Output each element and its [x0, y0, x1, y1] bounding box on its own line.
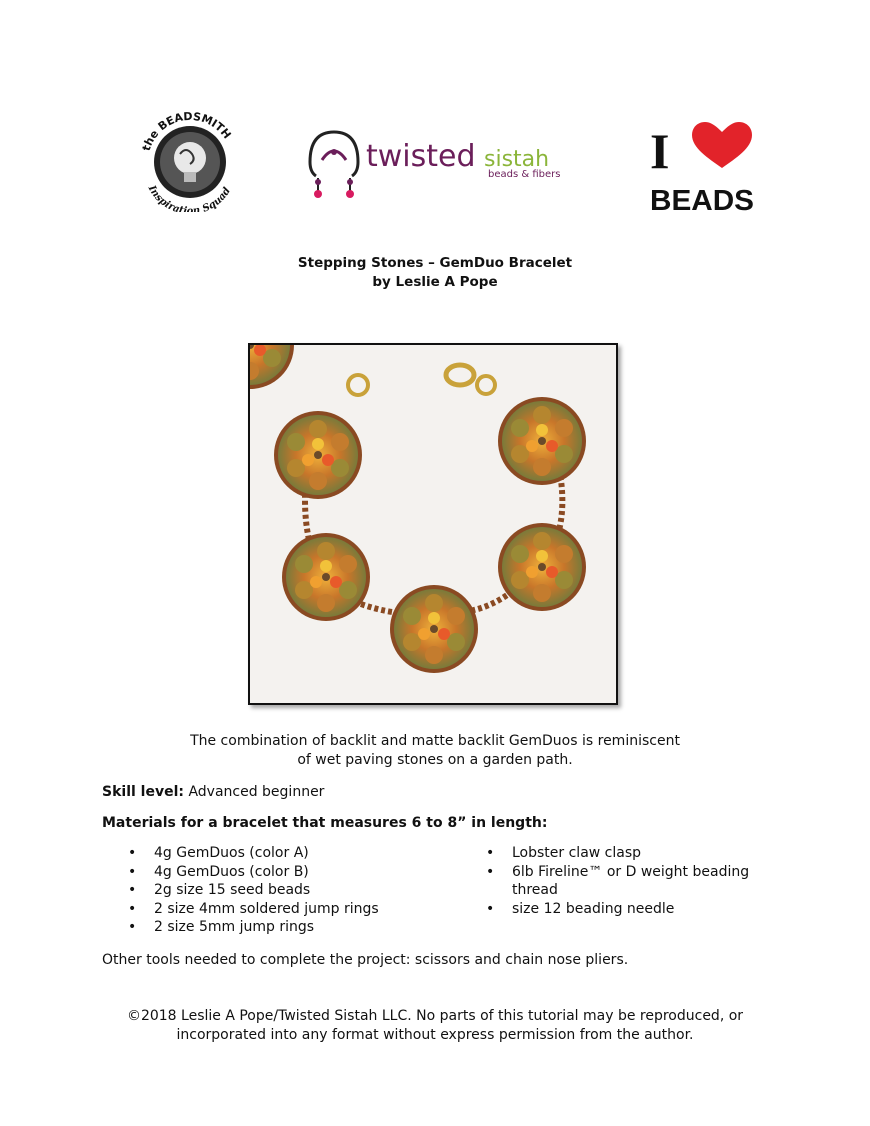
beads-word: BEADS	[650, 185, 754, 216]
tools-note: Other tools needed to complete the project: scissors and chain nose pliers.	[102, 952, 629, 968]
beadsmith-logo	[134, 110, 246, 212]
list-item: • 4g GemDuos (color A)	[128, 844, 448, 863]
list-item: • 6lb Fireline™ or D weight beading thread	[486, 863, 776, 900]
skill-label: Skill level:	[102, 784, 184, 800]
twisted-sistah-logo	[298, 122, 562, 212]
materials-list-right	[486, 844, 776, 918]
heart-icon	[692, 122, 752, 168]
i-letter: I	[650, 123, 670, 179]
caption-line-1: The combination of backlit and matte backlit GemDuos is reminiscent	[190, 733, 680, 749]
list-item: • 2g size 15 seed beads	[128, 881, 448, 900]
copyright-line-1: ©2018 Leslie A Pope/Twisted Sistah LLC. No parts of this tutorial may be reproduced, or	[126, 1008, 744, 1024]
bracelet-photo	[248, 343, 618, 705]
list-item: • Lobster claw clasp	[486, 844, 776, 863]
beadsmith-bottom-text: Inspiration Squad	[145, 183, 233, 212]
beads-fibers-text: beads & fibers	[488, 169, 561, 180]
list-item: • size 12 beading needle	[486, 900, 776, 919]
caption-line-2: of wet paving stones on a garden path.	[297, 751, 573, 768]
skill-value: Advanced beginner	[188, 784, 325, 800]
materials-heading: Materials for a bracelet that measures 6 to 8” in length:	[102, 815, 548, 831]
twisted-sistah-emblem-icon	[310, 132, 358, 198]
twisted-text: twisted	[366, 139, 476, 174]
list-item: • 2 size 5mm jump rings	[128, 918, 448, 937]
beadsmith-top-text: the BEADSMITH	[139, 110, 234, 153]
list-item: • 4g GemDuos (color B)	[128, 863, 448, 882]
bracelet-illustration	[250, 345, 616, 703]
title-line: Stepping Stones – GemDuo Bracelet	[297, 255, 573, 271]
copyright-notice	[0, 1007, 870, 1044]
list-item: • 2 size 4mm soldered jump rings	[128, 900, 448, 919]
sistah-text: sistah	[484, 147, 550, 172]
i-love-beads-logo	[648, 120, 758, 216]
author-line: by Leslie A Pope	[372, 274, 498, 290]
document-title	[0, 254, 870, 292]
beadsmith-seal-icon	[134, 110, 246, 212]
copyright-line-2: incorporated into any format without express permission from the author.	[176, 1026, 694, 1043]
photo-caption	[0, 732, 870, 769]
skill-level	[102, 784, 324, 800]
materials-list-left	[128, 844, 448, 937]
